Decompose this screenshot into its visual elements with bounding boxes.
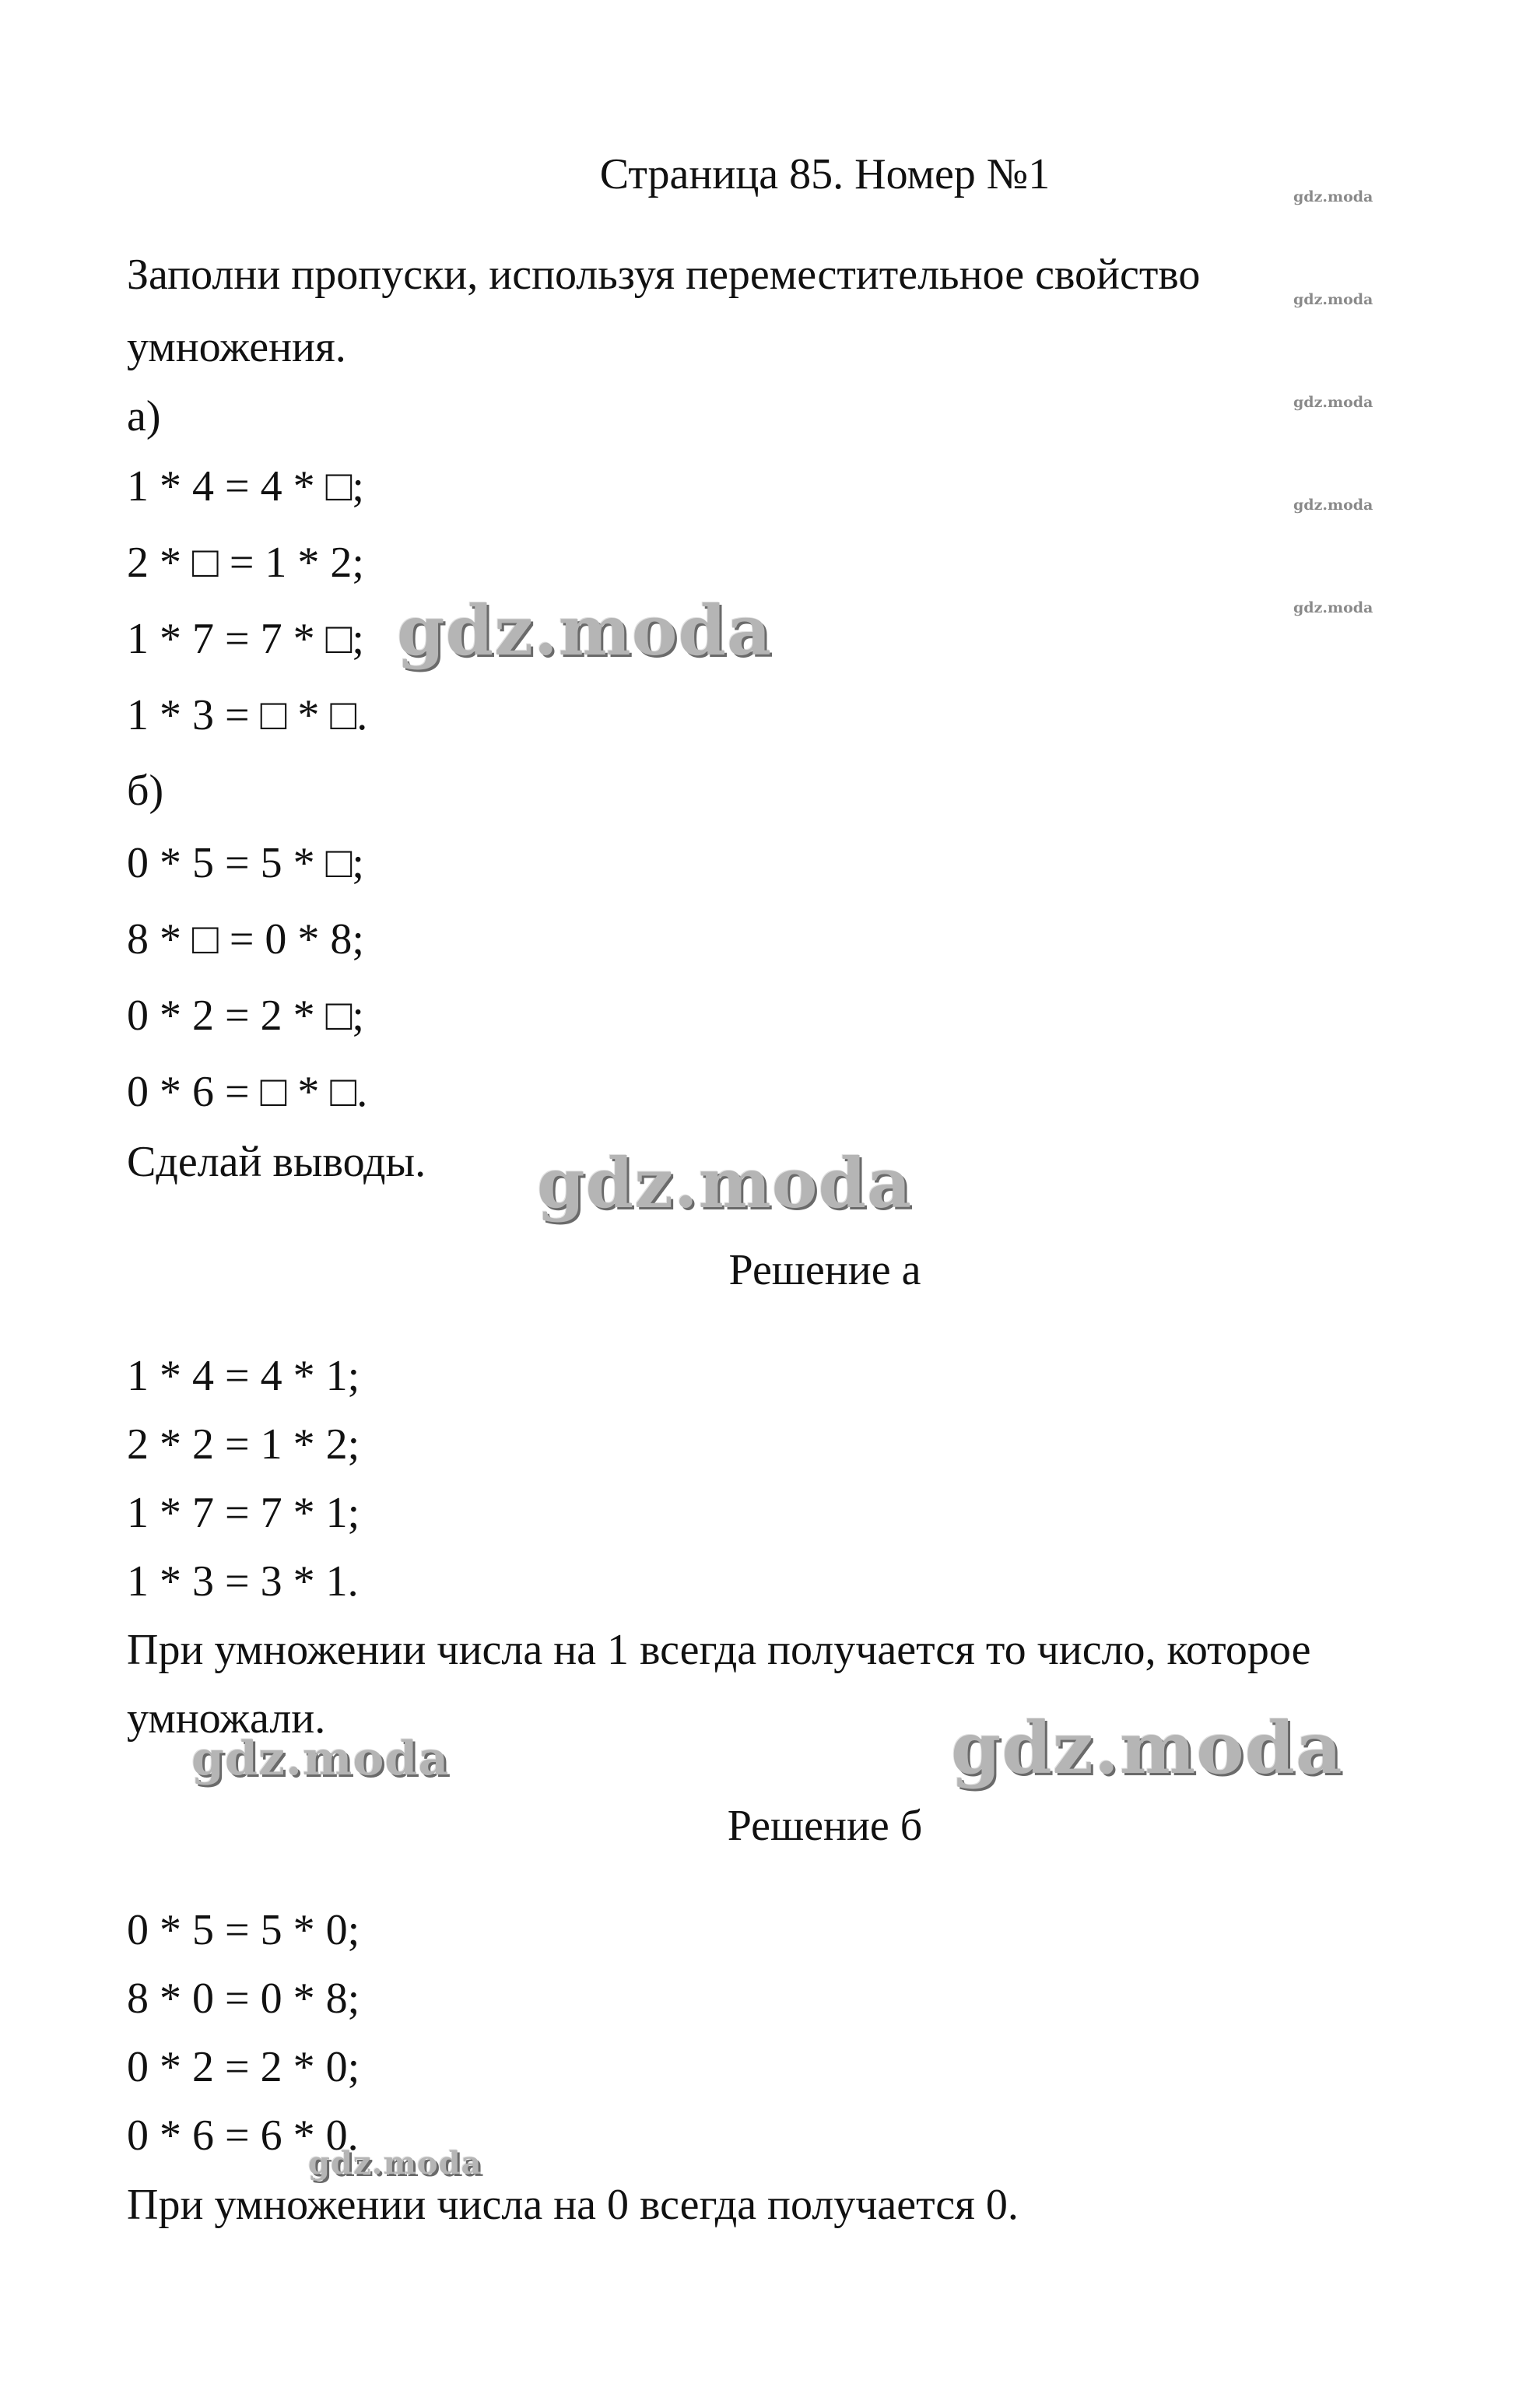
solution-a-line-1: 1 * 4 = 4 * 1; xyxy=(127,1352,360,1400)
part-a-exercise-3: 1 * 7 = 7 * □; xyxy=(127,615,364,663)
solution-b-line-3: 0 * 2 = 2 * 0; xyxy=(127,2043,360,2091)
solution-b-line-4: 0 * 6 = 6 * 0. xyxy=(127,2111,359,2160)
solution-a-conclusion-line2: умножали. xyxy=(127,1694,326,1743)
solution-b-line-2: 8 * 0 = 0 * 8; xyxy=(127,1974,360,2023)
solution-a-heading: Решение а xyxy=(728,1246,921,1294)
watermark-large-2: gdz.moda xyxy=(537,1143,913,1223)
watermark-small-1: gdz.moda xyxy=(1293,188,1373,205)
part-b-exercise-4: 0 * 6 = □ * □. xyxy=(127,1068,368,1116)
watermark-small-4: gdz.moda xyxy=(1293,497,1373,514)
watermark-medium-1: gdz.moda xyxy=(191,1732,450,1786)
part-b-exercise-3: 0 * 2 = 2 * □; xyxy=(127,992,364,1040)
watermark-small-3: gdz.moda xyxy=(1293,394,1373,411)
part-a-exercise-1: 1 * 4 = 4 * □; xyxy=(127,462,364,511)
solution-b-heading: Решение б xyxy=(727,1802,923,1850)
solution-a-conclusion-line1: При умножении числа на 1 всегда получается то число, которое xyxy=(127,1626,1311,1674)
watermark-medium-2: gdz.moda xyxy=(308,2145,482,2182)
conclusion-prompt: Сделай выводы. xyxy=(127,1138,426,1186)
task-text-line1: Заполни пропуски, используя переместительное свойство xyxy=(127,251,1201,299)
watermark-large-3: gdz.moda xyxy=(951,1706,1343,1790)
watermark-large-1: gdz.moda xyxy=(397,590,773,671)
part-a-exercise-2: 2 * □ = 1 * 2; xyxy=(127,539,364,587)
part-b-label: б) xyxy=(127,767,164,815)
page-title: Страница 85. Номер №1 xyxy=(599,150,1051,198)
solution-a-line-2: 2 * 2 = 1 * 2; xyxy=(127,1420,360,1469)
solution-b-line-1: 0 * 5 = 5 * 0; xyxy=(127,1906,360,1954)
solution-a-line-4: 1 * 3 = 3 * 1. xyxy=(127,1557,359,1606)
part-a-label: а) xyxy=(127,392,161,441)
task-text-line2: умножения. xyxy=(127,323,346,371)
part-a-exercise-4: 1 * 3 = □ * □. xyxy=(127,691,368,739)
part-b-exercise-2: 8 * □ = 0 * 8; xyxy=(127,915,364,964)
solution-b-conclusion: При умножении числа на 0 всегда получается 0. xyxy=(127,2181,1019,2229)
watermark-small-5: gdz.moda xyxy=(1293,599,1373,616)
watermark-small-2: gdz.moda xyxy=(1293,291,1373,308)
part-b-exercise-1: 0 * 5 = 5 * □; xyxy=(127,839,364,887)
solution-a-line-3: 1 * 7 = 7 * 1; xyxy=(127,1489,360,1537)
